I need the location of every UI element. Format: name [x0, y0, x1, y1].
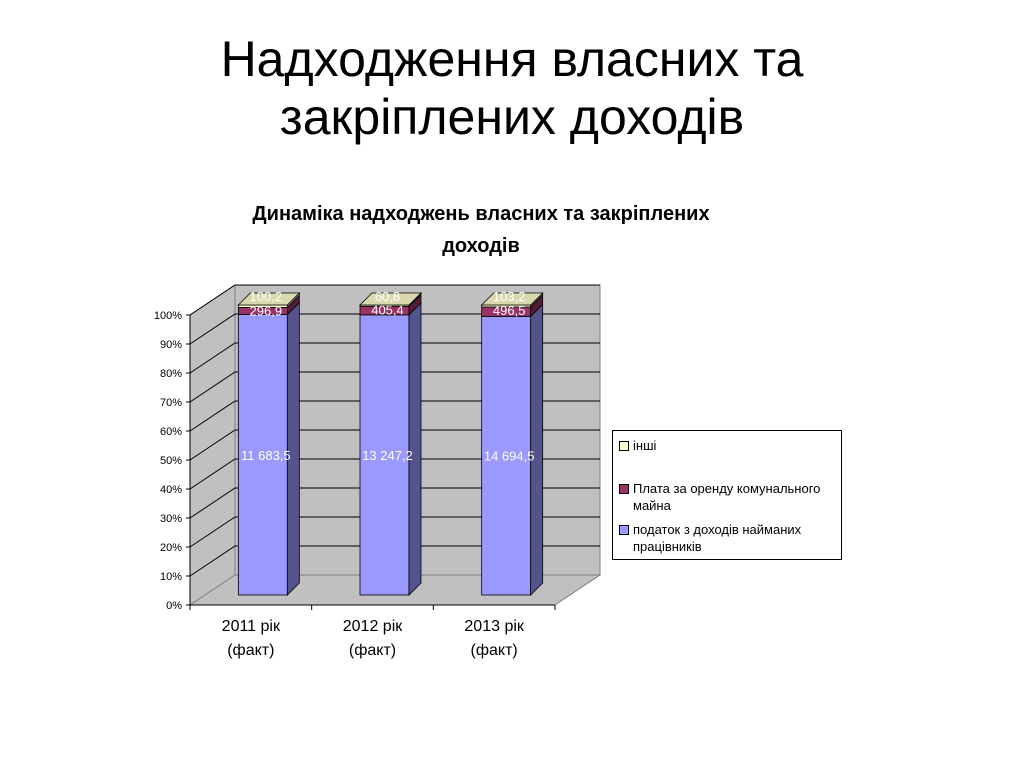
chart-legend [612, 430, 842, 560]
y-tick-label: 20% [159, 542, 182, 554]
category-label-line: 2011 рік [221, 618, 280, 635]
legend-item-inshi [619, 437, 841, 454]
category-label-line: 2012 рік [342, 618, 403, 635]
legend-label-inshi: інші [633, 438, 657, 453]
chart-title-line1: Динаміка надходжень власних та закріплених [252, 203, 710, 225]
y-tick-label: 40% [159, 484, 182, 496]
legend-label-tax: податок з доходів найманих працівників [633, 522, 802, 554]
legend-swatch-inshi [619, 441, 629, 451]
y-tick-label: 90% [159, 339, 182, 351]
data-label: 60,8 [374, 289, 401, 304]
y-tick-label: 10% [159, 571, 182, 583]
y-tick-label: 70% [159, 397, 182, 409]
slide-title-line1: Надходження власних та [220, 31, 804, 87]
category-label [444, 615, 544, 663]
slide-title-line2: закріплених доходів [279, 89, 745, 145]
category-label-line: 2013 рік [464, 618, 524, 635]
data-label: 103,2 [492, 289, 526, 304]
data-label: 14 694,5 [483, 448, 535, 464]
category-label-line: (факт) [348, 642, 397, 659]
category-label [323, 615, 423, 663]
data-label: 13 247,2 [362, 447, 413, 463]
data-label: 100,2 [249, 289, 283, 304]
data-label: 405,4 [371, 302, 404, 318]
data-label: 11 683,5 [241, 447, 291, 463]
legend-item-rent [619, 480, 841, 514]
y-tick-label: 80% [159, 368, 182, 380]
data-label: 496,5 [492, 302, 526, 318]
category-label [201, 615, 301, 663]
legend-label-rent: Плата за оренду комунального майна [633, 481, 821, 513]
y-tick-label: 100% [153, 310, 182, 322]
y-tick-label: 30% [159, 513, 182, 525]
chart-title-line2: доходів [442, 235, 520, 257]
legend-item-tax [619, 521, 841, 555]
category-label-line: (факт) [470, 642, 518, 659]
y-tick-label: 50% [159, 455, 182, 467]
y-tick-label: 60% [159, 426, 182, 438]
legend-swatch-rent [619, 484, 629, 494]
legend-swatch-tax [619, 525, 629, 535]
category-label-line: (факт) [227, 642, 275, 659]
y-tick-label: 0% [166, 600, 182, 612]
data-label: 296,9 [249, 303, 283, 319]
